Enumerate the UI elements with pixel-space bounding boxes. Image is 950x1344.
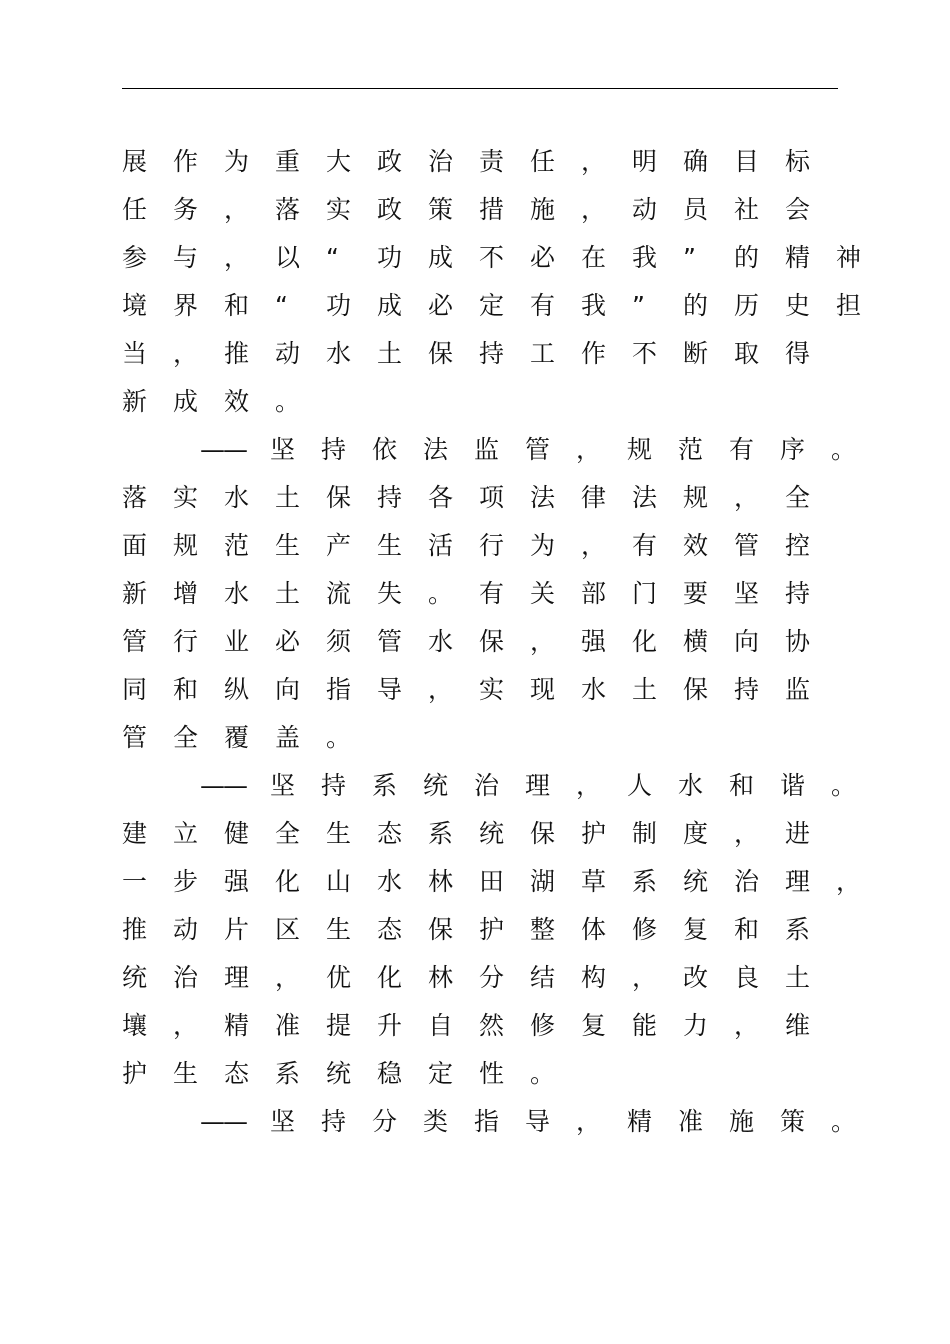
character: “ [326, 243, 339, 272]
character: 必 [428, 291, 454, 320]
character: 自 [428, 1011, 454, 1040]
character: 关 [530, 579, 556, 608]
character: 管 [122, 723, 148, 752]
text-line-5 [122, 330, 882, 378]
character: 立 [173, 819, 199, 848]
character: 治 [428, 147, 454, 176]
character: 土 [377, 339, 403, 368]
character: 覆 [224, 723, 250, 752]
character: 策 [780, 1107, 806, 1136]
character: 任 [530, 147, 556, 176]
character: 。 [275, 387, 301, 416]
character: 协 [785, 627, 811, 656]
character: 护 [581, 819, 607, 848]
character: 改 [683, 963, 709, 992]
character: 措 [479, 195, 505, 224]
character: 实 [173, 483, 199, 512]
character: 有 [729, 435, 755, 464]
character: 管 [525, 435, 551, 464]
character: 保 [428, 915, 454, 944]
character: 管 [377, 627, 403, 656]
character: 落 [122, 483, 148, 512]
character: 业 [224, 627, 250, 656]
character: 持 [479, 339, 505, 368]
character: 实 [326, 195, 352, 224]
character: 制 [632, 819, 658, 848]
character: ” [683, 243, 696, 272]
character: 系 [632, 867, 658, 896]
character: 保 [530, 819, 556, 848]
character: 理 [224, 963, 250, 992]
character: 失 [377, 579, 403, 608]
character: 提 [326, 1011, 352, 1040]
character: 。 [831, 435, 857, 464]
text-line-15 [122, 810, 882, 858]
character: 精 [785, 243, 811, 272]
character: 一 [122, 867, 148, 896]
character: 落 [275, 195, 301, 224]
character: 导 [377, 675, 403, 704]
character: 统 [122, 963, 148, 992]
character: 治 [734, 867, 760, 896]
header-rule [122, 88, 838, 89]
character: 优 [326, 963, 352, 992]
character: 社 [734, 195, 760, 224]
character: 史 [785, 291, 811, 320]
character: 能 [632, 1011, 658, 1040]
character: 谐 [780, 771, 806, 800]
character: 林 [428, 867, 454, 896]
character: 升 [377, 1011, 403, 1040]
character: 护 [122, 1059, 148, 1088]
character: 规 [173, 531, 199, 560]
text-line-2 [122, 186, 882, 234]
character: 。 [326, 723, 352, 752]
character: 化 [632, 627, 658, 656]
character: ， [428, 675, 454, 704]
character: ， [734, 1011, 760, 1040]
character: 向 [734, 627, 760, 656]
character: 生 [377, 531, 403, 560]
text-line-9 [122, 522, 882, 570]
character: 历 [734, 291, 760, 320]
text-line-16 [122, 858, 882, 906]
character: 系 [275, 1059, 301, 1088]
character: 定 [428, 1059, 454, 1088]
text-line-7 [122, 426, 882, 474]
character: 向 [275, 675, 301, 704]
character: 修 [632, 915, 658, 944]
character: 系 [428, 819, 454, 848]
text-line-3 [122, 234, 882, 282]
character: 持 [321, 771, 347, 800]
text-line-4 [122, 282, 882, 330]
text-line-21 [122, 1098, 882, 1146]
character: 的 [683, 291, 709, 320]
character: 和 [224, 291, 250, 320]
character: 有 [530, 291, 556, 320]
character: 持 [734, 675, 760, 704]
character: 坚 [270, 435, 296, 464]
character: 化 [377, 963, 403, 992]
character: 类 [423, 1107, 449, 1136]
character: 作 [581, 339, 607, 368]
character: 功 [326, 291, 352, 320]
character: 成 [428, 243, 454, 272]
character: 坚 [734, 579, 760, 608]
character: 新 [122, 579, 148, 608]
character: 壤 [122, 1011, 148, 1040]
character: 以 [275, 243, 301, 272]
character: 策 [428, 195, 454, 224]
character: ， [530, 627, 556, 656]
character: 范 [678, 435, 704, 464]
character: 态 [224, 1059, 250, 1088]
character: 神 [836, 243, 862, 272]
character: 盖 [275, 723, 301, 752]
text-line-1 [122, 138, 882, 186]
character: 项 [479, 483, 505, 512]
character: 生 [275, 531, 301, 560]
character: 林 [428, 963, 454, 992]
character: 整 [530, 915, 556, 944]
character: 进 [785, 819, 811, 848]
character: 全 [173, 723, 199, 752]
character: 治 [474, 771, 500, 800]
character: 修 [530, 1011, 556, 1040]
character: 展 [122, 147, 148, 176]
em-dash: —— [200, 1107, 246, 1136]
character: 持 [321, 1107, 347, 1136]
character: 理 [525, 771, 551, 800]
text-line-14 [122, 762, 882, 810]
character: 成 [173, 387, 199, 416]
character: 指 [326, 675, 352, 704]
character: ， [275, 963, 301, 992]
character: ， [576, 771, 602, 800]
character: 生 [326, 915, 352, 944]
character: 在 [581, 243, 607, 272]
character: 全 [275, 819, 301, 848]
em-dash: —— [200, 435, 246, 464]
character: 担 [836, 291, 862, 320]
character: 动 [632, 195, 658, 224]
character: 为 [530, 531, 556, 560]
character: 各 [428, 483, 454, 512]
character: 持 [377, 483, 403, 512]
character: 统 [479, 819, 505, 848]
character: 土 [275, 579, 301, 608]
character: 保 [326, 483, 352, 512]
character: 复 [683, 915, 709, 944]
character: 理 [785, 867, 811, 896]
character: 和 [173, 675, 199, 704]
character: 人 [627, 771, 653, 800]
character: 分 [479, 963, 505, 992]
character: 范 [224, 531, 250, 560]
character: ， [581, 147, 607, 176]
document-body [122, 138, 882, 1146]
character: 全 [785, 483, 811, 512]
character: 精 [224, 1011, 250, 1040]
character: ， [734, 483, 760, 512]
character: 然 [479, 1011, 505, 1040]
character: 步 [173, 867, 199, 896]
character: 我 [632, 243, 658, 272]
character: 成 [377, 291, 403, 320]
character: 有 [479, 579, 505, 608]
character: 施 [530, 195, 556, 224]
character: 持 [785, 579, 811, 608]
character: 行 [173, 627, 199, 656]
character: 体 [581, 915, 607, 944]
character: 态 [377, 915, 403, 944]
character: 度 [683, 819, 709, 848]
character: 统 [683, 867, 709, 896]
character: 员 [683, 195, 709, 224]
character: 土 [632, 675, 658, 704]
character: 面 [122, 531, 148, 560]
character: 良 [734, 963, 760, 992]
character: 山 [326, 867, 352, 896]
character: 法 [632, 483, 658, 512]
character: 系 [372, 771, 398, 800]
character: 水 [678, 771, 704, 800]
text-line-13 [122, 714, 882, 762]
character: 取 [734, 339, 760, 368]
character: 土 [785, 963, 811, 992]
character: 推 [224, 339, 250, 368]
character: 管 [734, 531, 760, 560]
character: 。 [831, 771, 857, 800]
character: 施 [729, 1107, 755, 1136]
character: 功 [377, 243, 403, 272]
character: 坚 [270, 771, 296, 800]
character: 保 [683, 675, 709, 704]
character: 依 [372, 435, 398, 464]
character: 部 [581, 579, 607, 608]
character: 当 [122, 339, 148, 368]
character: 增 [173, 579, 199, 608]
character: 实 [479, 675, 505, 704]
character: 监 [474, 435, 500, 464]
character: 产 [326, 531, 352, 560]
character: 态 [377, 819, 403, 848]
character: ， [173, 1011, 199, 1040]
character: 监 [785, 675, 811, 704]
character: 律 [581, 483, 607, 512]
text-line-10 [122, 570, 882, 618]
character: 持 [321, 435, 347, 464]
character: ， [224, 195, 250, 224]
character: 重 [275, 147, 301, 176]
character: 活 [428, 531, 454, 560]
character: ， [734, 819, 760, 848]
character: 法 [530, 483, 556, 512]
character: 行 [479, 531, 505, 560]
character: 保 [479, 627, 505, 656]
character: 推 [122, 915, 148, 944]
character: 坚 [270, 1107, 296, 1136]
character: 精 [627, 1107, 653, 1136]
character: 力 [683, 1011, 709, 1040]
character: 工 [530, 339, 556, 368]
character: 务 [173, 195, 199, 224]
character: ， [173, 339, 199, 368]
character: 准 [678, 1107, 704, 1136]
character: 标 [785, 147, 811, 176]
character: ， [632, 963, 658, 992]
character: 强 [224, 867, 250, 896]
character: 作 [173, 147, 199, 176]
character: 保 [428, 339, 454, 368]
character: 管 [122, 627, 148, 656]
character: 必 [530, 243, 556, 272]
character: 水 [581, 675, 607, 704]
character: 。 [831, 1107, 857, 1136]
character: ， [581, 195, 607, 224]
character: 稳 [377, 1059, 403, 1088]
character: ， [576, 435, 602, 464]
character: 境 [122, 291, 148, 320]
character: 法 [423, 435, 449, 464]
character: 治 [173, 963, 199, 992]
character: ， [224, 243, 250, 272]
character: 必 [275, 627, 301, 656]
character: 政 [377, 147, 403, 176]
character: 护 [479, 915, 505, 944]
character: 动 [173, 915, 199, 944]
text-line-19 [122, 1002, 882, 1050]
character: 生 [326, 819, 352, 848]
character: 控 [785, 531, 811, 560]
character: “ [275, 291, 288, 320]
character: 和 [729, 771, 755, 800]
character: 土 [275, 483, 301, 512]
character: 导 [525, 1107, 551, 1136]
character: 同 [122, 675, 148, 704]
character: 化 [275, 867, 301, 896]
character: 规 [683, 483, 709, 512]
character: 横 [683, 627, 709, 656]
character: 责 [479, 147, 505, 176]
character: 规 [627, 435, 653, 464]
character: 会 [785, 195, 811, 224]
character: 现 [530, 675, 556, 704]
character: 统 [423, 771, 449, 800]
text-line-6 [122, 378, 882, 426]
character: 准 [275, 1011, 301, 1040]
character: 定 [479, 291, 505, 320]
character: 断 [683, 339, 709, 368]
character: 效 [683, 531, 709, 560]
character: 新 [122, 387, 148, 416]
character: 动 [275, 339, 301, 368]
character: 为 [224, 147, 250, 176]
character: 水 [224, 483, 250, 512]
character: 不 [632, 339, 658, 368]
character: 得 [785, 339, 811, 368]
character: 水 [326, 339, 352, 368]
character: 须 [326, 627, 352, 656]
character: 大 [326, 147, 352, 176]
character: 确 [683, 147, 709, 176]
text-line-12 [122, 666, 882, 714]
character: 田 [479, 867, 505, 896]
character: 统 [326, 1059, 352, 1088]
character: 。 [428, 579, 454, 608]
character: 与 [173, 243, 199, 272]
character: 明 [632, 147, 658, 176]
character: 草 [581, 867, 607, 896]
character: 湖 [530, 867, 556, 896]
character: 维 [785, 1011, 811, 1040]
character: 建 [122, 819, 148, 848]
character: 和 [734, 915, 760, 944]
character: 水 [377, 867, 403, 896]
character: 政 [377, 195, 403, 224]
character: 构 [581, 963, 607, 992]
character: 流 [326, 579, 352, 608]
character: 任 [122, 195, 148, 224]
character: 有 [632, 531, 658, 560]
em-dash: —— [200, 771, 246, 800]
text-line-8 [122, 474, 882, 522]
character: 。 [530, 1059, 556, 1088]
character: 序 [780, 435, 806, 464]
character: ” [632, 291, 645, 320]
text-line-17 [122, 906, 882, 954]
character: 效 [224, 387, 250, 416]
character: 门 [632, 579, 658, 608]
character: 分 [372, 1107, 398, 1136]
character: 指 [474, 1107, 500, 1136]
text-line-18 [122, 954, 882, 1002]
character: ， [576, 1107, 602, 1136]
character: ， [836, 867, 862, 896]
character: 参 [122, 243, 148, 272]
character: 区 [275, 915, 301, 944]
character: 要 [683, 579, 709, 608]
text-line-11 [122, 618, 882, 666]
character: 的 [734, 243, 760, 272]
character: 强 [581, 627, 607, 656]
character: 性 [479, 1059, 505, 1088]
character: 生 [173, 1059, 199, 1088]
character: 系 [785, 915, 811, 944]
character: 不 [479, 243, 505, 272]
character: 水 [224, 579, 250, 608]
character: 健 [224, 819, 250, 848]
character: 结 [530, 963, 556, 992]
character: 我 [581, 291, 607, 320]
character: 界 [173, 291, 199, 320]
character: 复 [581, 1011, 607, 1040]
character: ， [581, 531, 607, 560]
character: 目 [734, 147, 760, 176]
character: 纵 [224, 675, 250, 704]
character: 水 [428, 627, 454, 656]
text-line-20 [122, 1050, 882, 1098]
character: 片 [224, 915, 250, 944]
